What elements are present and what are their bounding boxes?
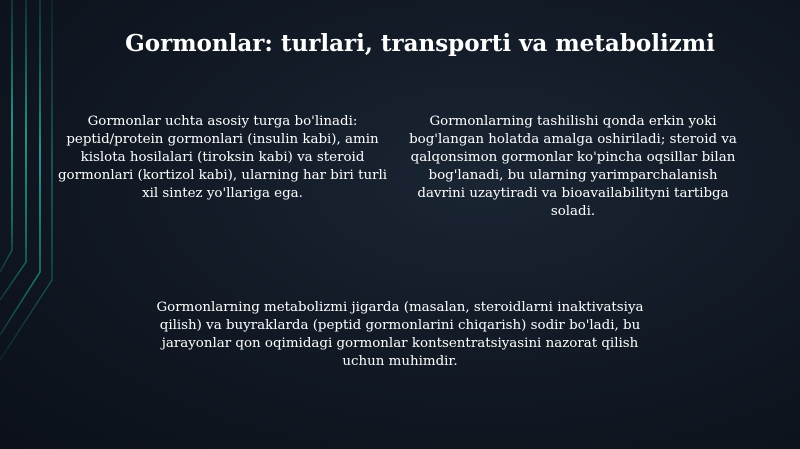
hormone-types-text: Gormonlar uchta asosiy turga bo'linadi: peptid/protein gormonlari (insulin kabi), amin kislota hosilalari (tiroksin kabi) va steroid gormonlari (kortizol kabi), ularning har biri turli xil sintez yo'llariga ega. [57, 114, 388, 201]
decor-line-1 [0, 0, 12, 272]
decor-line-3 [0, 0, 40, 335]
hormone-metabolism-text: Gormonlarning metabolizmi jigarda (masalan, steroidlarni inaktivatsiya qilish) va buyraklarda (peptid gormonlarini chiqarish) sodir bo'ladi, bu jarayonlar qon oqimidagi gormonlar kontsentratsiyasini nazorat qilish uchun muhimdir. [156, 300, 644, 369]
decorative-lines [0, 0, 120, 449]
hormone-transport-text: Gormonlarning tashilishi qonda erkin yoki bog'langan holatda amalga oshiriladi; steroid va qalqonsimon gormonlar ko'pincha oqsillar bilan bog'lanadi, bu ularning yarimparchalanish davrini uzaytiradi va bioavailabilityni tartibga soladi. [409, 114, 737, 219]
slide-title: Gormonlar: turlari, transporti va metabolizmi [125, 30, 715, 57]
decor-line-2 [0, 0, 26, 300]
